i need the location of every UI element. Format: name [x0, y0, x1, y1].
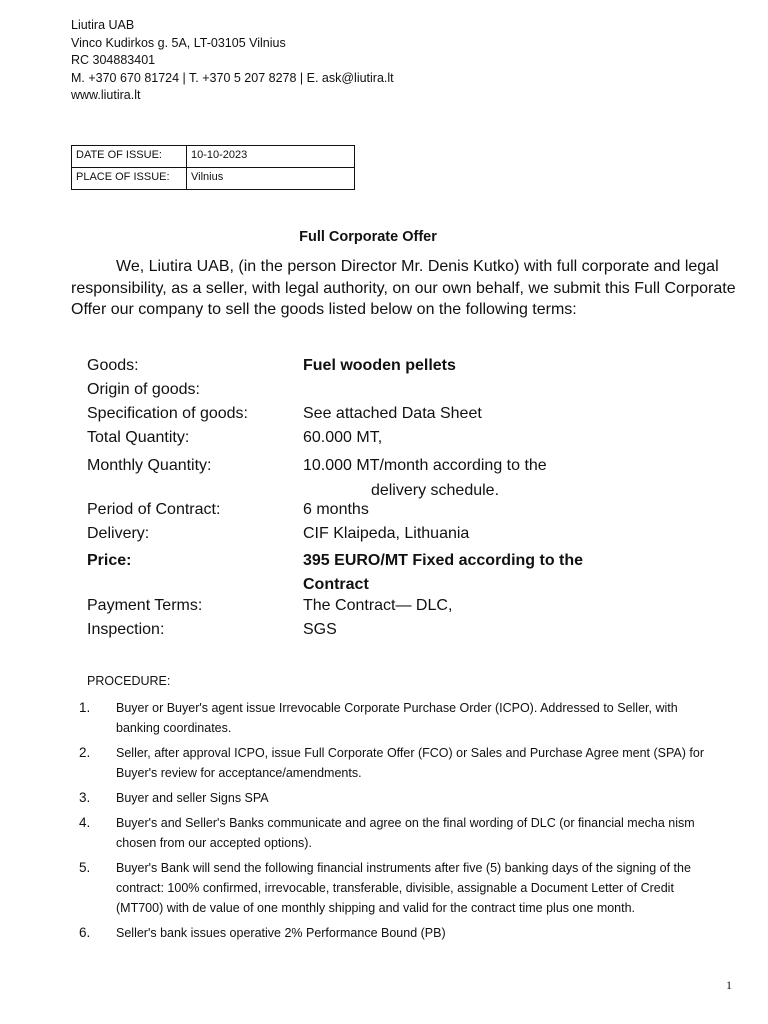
company-name: Liutira UAB [71, 18, 135, 32]
term-goods [87, 357, 647, 381]
issue-table [71, 145, 355, 190]
procedure-step [79, 698, 719, 738]
place-of-issue-value: Vilnius [187, 168, 355, 190]
step-text: Buyer and seller Signs SPA [116, 791, 269, 805]
procedure-step [79, 813, 719, 853]
offer-terms [87, 357, 647, 645]
term-value [303, 549, 647, 597]
term-label: Specification of goods: [87, 405, 248, 422]
term-value [303, 381, 647, 405]
step-number: 3. [79, 790, 91, 805]
intro-paragraph: We, Liutira UAB, (in the person Director Mr. Denis Kutko) with full corporate and legal responsibility, as a seller, with legal authority, on our own behalf, we submit this Full Corporate Offer our company to sell the goods listed below on the following terms: [71, 258, 736, 318]
term-delivery [87, 525, 647, 549]
term-payment [87, 597, 647, 621]
term-label: Delivery: [87, 525, 150, 542]
term-specification [87, 405, 647, 429]
company-header [71, 17, 394, 105]
procedure-step [79, 858, 719, 918]
step-text: Buyer's Bank will send the following financial instruments after five (5) banking days of the signing of the contract: 100% confirmed, irrevocable, transferable, divisible, assignable a Document Letter of Credit (MT700) with de value of one monthly shipping and valid for the contract time plus one month. [116, 861, 691, 915]
term-inspection [87, 621, 647, 645]
page-number: 1 [726, 978, 732, 992]
term-label: Period of Contract: [87, 501, 221, 518]
term-value: CIF Klaipeda, Lithuania [303, 525, 470, 542]
term-total-quantity [87, 429, 647, 453]
step-text: Buyer's and Seller's Banks communicate and agree on the final wording of DLC (or financial mecha nism chosen from our accepted options). [116, 816, 695, 850]
company-registration: RC 304883401 [71, 53, 156, 68]
company-contacts: M. +370 670 81724 | T. +370 5 207 8278 | E. ask@liutira.lt [71, 70, 394, 85]
step-text: Buyer or Buyer's agent issue Irrevocable Corporate Purchase Order (ICPO). Addressed to Seller, with banking coordinates. [116, 701, 678, 735]
term-value: 60.000 MT, [303, 429, 383, 446]
issue-place-row [72, 168, 355, 190]
place-of-issue-label: PLACE OF ISSUE: [72, 168, 187, 190]
step-number: 1. [79, 700, 91, 715]
step-number: 6. [79, 925, 91, 940]
term-label: Total Quantity: [87, 429, 190, 446]
term-value-line: delivery schedule. [370, 482, 500, 499]
step-number: 5. [79, 860, 91, 875]
procedure-list [79, 698, 719, 948]
term-label: Payment Terms: [87, 597, 203, 614]
term-value: See attached Data Sheet [303, 405, 482, 422]
step-number: 4. [79, 815, 91, 830]
term-label: Origin of goods: [87, 381, 200, 398]
term-value: Fuel wooden pellets [303, 357, 456, 374]
term-value-line: 10.000 MT/month according to the [303, 457, 547, 474]
term-label: Goods: [87, 357, 139, 374]
procedure-step [79, 743, 719, 783]
company-address: Vinco Kudirkos g. 5A, LT-03105 Vilnius [71, 35, 286, 50]
term-value: The Contract— DLC, [303, 597, 453, 614]
procedure-title: PROCEDURE: [87, 674, 171, 688]
step-text: Seller's bank issues operative 2% Performance Bound (PB) [116, 926, 446, 940]
company-website: www.liutira.lt [71, 88, 141, 103]
date-of-issue-label: DATE OF ISSUE: [72, 146, 187, 168]
term-price [87, 549, 647, 597]
step-number: 2. [79, 745, 91, 760]
term-value [303, 453, 647, 501]
document-title: Full Corporate Offer [299, 229, 437, 245]
term-value-line: Contract [303, 576, 369, 593]
procedure-step [79, 788, 719, 808]
term-period [87, 501, 647, 525]
term-value-line: 395 EURO/MT Fixed according to the [303, 552, 584, 569]
term-value: SGS [303, 621, 337, 638]
procedure-step [79, 923, 719, 943]
date-of-issue-value: 10-10-2023 [187, 146, 355, 168]
term-label: Inspection: [87, 621, 165, 638]
term-origin [87, 381, 647, 405]
issue-date-row [72, 146, 355, 168]
step-text: Seller, after approval ICPO, issue Full Corporate Offer (FCO) or Sales and Purchase Agree ment (SPA) for Buyer's review for acceptance/amendments. [116, 746, 704, 780]
term-monthly-quantity [87, 453, 647, 501]
term-label: Price: [87, 552, 132, 569]
term-label: Monthly Quantity: [87, 457, 212, 474]
term-value: 6 months [303, 501, 369, 518]
